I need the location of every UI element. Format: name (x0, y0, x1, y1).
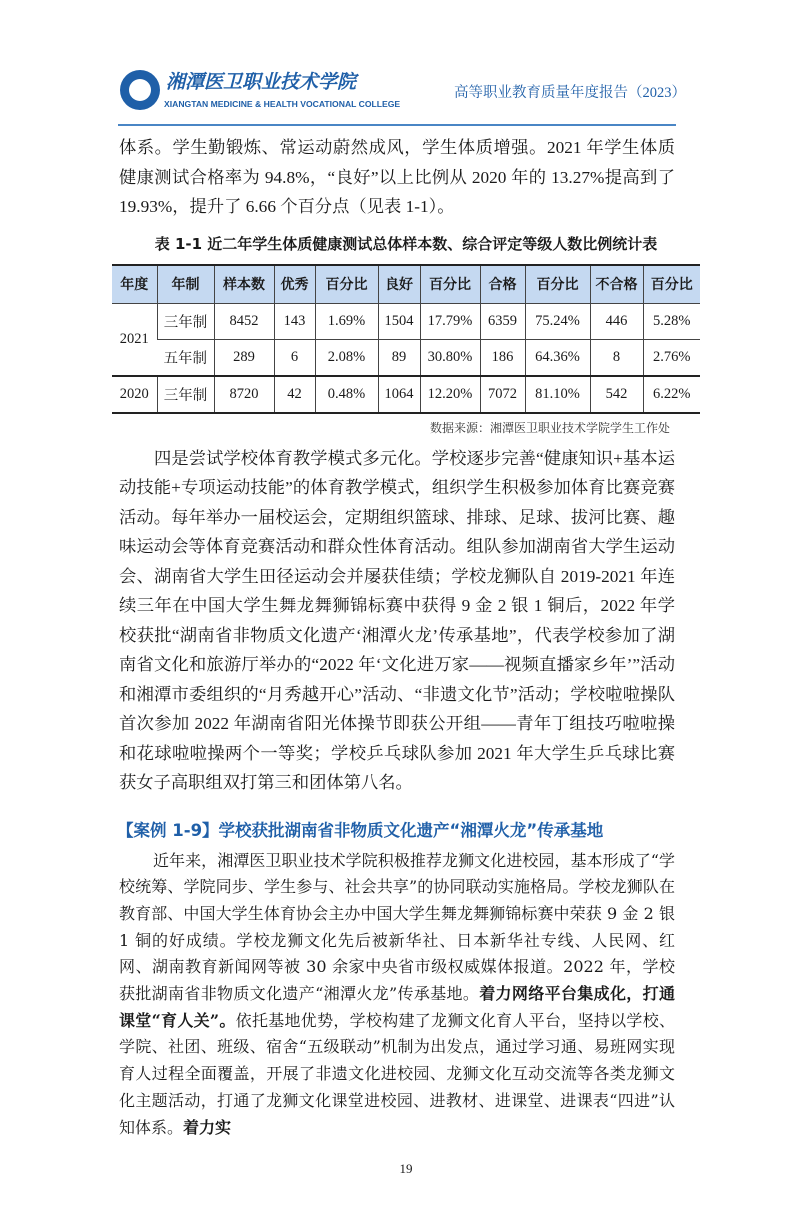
table-cell: 1504 (378, 303, 420, 339)
table-row (112, 339, 700, 376)
table-header-row (112, 265, 700, 304)
table-cell: 30.80% (420, 339, 480, 376)
col-header: 百分比 (420, 265, 480, 304)
table-cell: 6.22% (643, 376, 700, 413)
case-text: 依托基地优势，学校构建了龙狮文化育人平台，坚持以学校、学院、社团、班级、宿舍“五级联动”机制为出发点，通过学习通、易班网实现育人过程全面覆盖，开展了非遗文化进校园、龙狮文化互动交流等各类龙狮文化主题活动，打通了龙狮文化课堂进校园、进教材、进课堂、进课表“四进”认知体系。 (119, 1010, 675, 1137)
case-bold-text: 着力网络平台集成化，打通课堂“育人关”。 (119, 984, 675, 1030)
table-cell: 8720 (214, 376, 274, 413)
col-header: 年度 (112, 265, 157, 304)
table-cell: 三年制 (157, 303, 214, 339)
table-row (112, 303, 700, 339)
table-cell: 1064 (378, 376, 420, 413)
table-cell: 89 (378, 339, 420, 376)
table-cell: 12.20% (420, 376, 480, 413)
table-cell: 五年制 (157, 339, 214, 376)
col-header: 百分比 (643, 265, 700, 304)
col-header: 优秀 (274, 265, 315, 304)
table-cell: 5.28% (643, 303, 700, 339)
college-name-cn: 湘潭医卫职业技术学院 (166, 71, 357, 93)
year-cell: 2020 (112, 376, 157, 413)
year-cell: 2021 (112, 303, 157, 376)
table-caption: 表 1-1 近二年学生体质健康测试总体样本数、综合评定等级人数比例统计表 (154, 234, 658, 253)
table-cell: 186 (480, 339, 525, 376)
col-header: 良好 (378, 265, 420, 304)
table-cell: 289 (214, 339, 274, 376)
table-cell: 143 (274, 303, 315, 339)
paragraph-fitness: 体系。学生勤锻炼、常运动蔚然成风，学生体质增强。2021 年学生体质健康测试合格率为 94.8%，“良好”以上比例从 2020 年的 13.27%提高到了 19.93%，提升了 6.66 个百分点（见表 1-1）。 (119, 138, 675, 216)
college-name-en: XIANGTAN MEDICINE & HEALTH VOCATIONAL COLLEGE (164, 99, 401, 109)
table-cell: 64.36% (525, 339, 590, 376)
report-title: 高等职业教育质量年度报告（2023） (454, 85, 686, 101)
table-cell: 42 (274, 376, 315, 413)
table-cell: 三年制 (157, 376, 214, 413)
col-header: 年制 (157, 265, 214, 304)
table-source: 数据来源：湘潭医卫职业技术学院学生工作处 (430, 420, 671, 435)
col-header: 不合格 (590, 265, 643, 304)
table-cell: 542 (590, 376, 643, 413)
col-header: 样本数 (214, 265, 274, 304)
table-cell: 0.48% (315, 376, 378, 413)
table-cell: 2.08% (315, 339, 378, 376)
table-cell: 75.24% (525, 303, 590, 339)
col-header: 百分比 (315, 265, 378, 304)
table-cell: 1.69% (315, 303, 378, 339)
paragraph-sports-teaching: 四是尝试学校体育教学模式多元化。学校逐步完善“健康知识+基本运动技能+专项运动技能”的体育教学模式，组织学生积极参加体育比赛竞赛活动。每年举办一届校运会，定期组织篮球、排球、足球、拔河比赛、趣味运动会等体育竞赛活动和群众性体育活动。组队参加湖南省大学生运动会、湖南省大学生田径运动会并屡获佳绩；学校龙狮队自 2019-2021 年连续三年在中国大学生舞龙舞狮锦标赛中获得 9 金 2 银 1 铜后，2022 年学校获批“湖南省非物质文化遗产‘湘潭火龙’传承基地”，代表学校参加了湖南省文化和旅游厅举办的“2022 年‘文化进万家——视频直播家乡年’”活动和湘潭市委组织的“月秀越开心”活动、“非遗文化节”活动；学校啦啦操队首次参加 2022 年湖南省阳光体操节即获公开组——青年丁组技巧啦啦操和花球啦啦操两个一等奖；学校乒乓球队参加 2021 年大学生乒乓球比赛获女子高职组双打第三和团体第八名。 (119, 448, 675, 792)
table-cell: 7072 (480, 376, 525, 413)
fitness-test-table (112, 264, 700, 414)
table-cell: 6 (274, 339, 315, 376)
table-cell: 8452 (214, 303, 274, 339)
case-paragraph (119, 848, 675, 1142)
col-header: 百分比 (525, 265, 590, 304)
page-number: 19 (399, 1161, 413, 1177)
table-cell: 8 (590, 339, 643, 376)
col-header: 合格 (480, 265, 525, 304)
table-cell: 17.79% (420, 303, 480, 339)
case-text: 近年来，湘潭医卫职业技术学院积极推荐龙狮文化进校园，基本形成了“学校统筹、学院同步、学生参与、社会共享”的协同联动实施格局。学校龙狮队在教育部、中国大学生体育协会主办中国大学生舞龙舞狮锦标赛中荣获 9 金 2 银 1 铜的好成绩。学校龙狮文化先后被新华社、日本新华社专线、人民网、红网、湖南教育新闻网等被 30 余家中央省市级权威媒体报道。2022 年，学校获批湖南省非物质文化遗产“湘潭火龙”传承基地。 (119, 850, 675, 1004)
case-bold-text: 着力实 (183, 1117, 232, 1137)
table-row (112, 376, 700, 413)
table-cell: 2.76% (643, 339, 700, 376)
table-cell: 81.10% (525, 376, 590, 413)
table-cell: 6359 (480, 303, 525, 339)
case-heading: 【案例 1-9】学校获批湖南省非物质文化遗产“湘潭火龙”传承基地 (117, 820, 604, 840)
table-cell: 446 (590, 303, 643, 339)
